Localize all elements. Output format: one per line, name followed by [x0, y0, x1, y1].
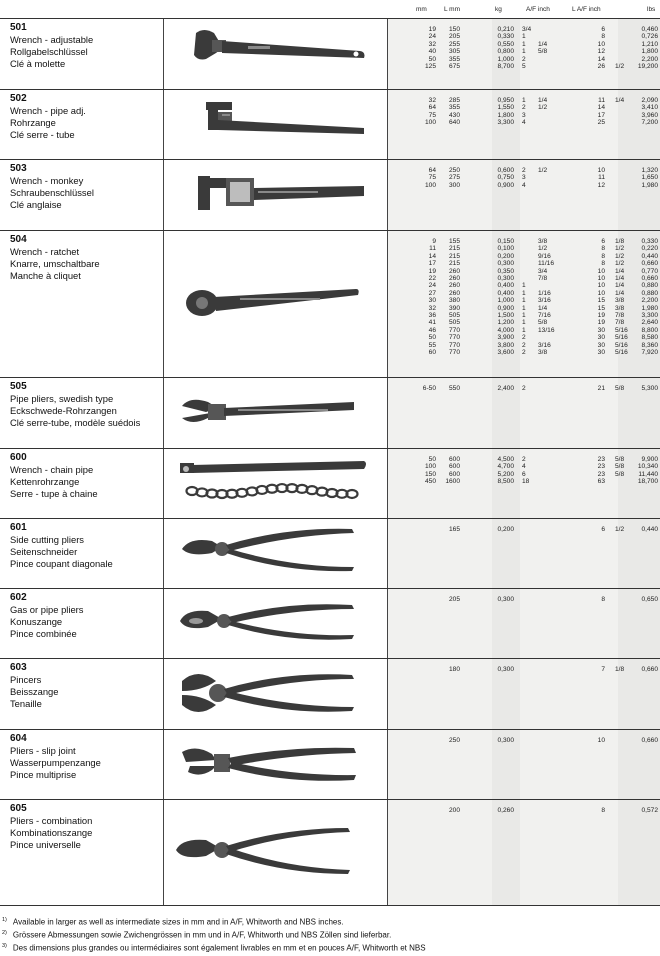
- product-code: 605: [10, 803, 27, 814]
- swedish-pipe-pliers-icon: [178, 392, 388, 437]
- column-kg: 0,150 0,100 0,200 0,300 0,350 0,300 0,400 0,400 1,000 0,900 1,500 1,200 4,000 3,900 3,800 3,600: [497, 238, 514, 357]
- product-name-fr: Tenaille: [10, 698, 42, 709]
- column-l2-a: 23 23 23 63: [597, 456, 605, 486]
- product-code: 604: [10, 733, 27, 744]
- product-code: 504: [10, 234, 27, 245]
- footnote-mark: 3): [2, 943, 7, 950]
- column-mm: 64 75 100: [424, 167, 436, 189]
- pincers-icon: [176, 665, 386, 726]
- column-lbs: 9,900 10,340 11,440 18,700: [637, 456, 658, 486]
- column-af-b: 1/4 5/8: [538, 40, 548, 56]
- product-row: [0, 659, 660, 730]
- product-row: [0, 160, 660, 231]
- column-lbs: 1,320 1,650 1,980: [641, 167, 658, 189]
- column-l2-b: 1/8: [615, 666, 625, 673]
- product-row: [0, 18, 660, 90]
- column-af-b: 1/2: [538, 167, 548, 174]
- column-lbs: 5,300: [641, 385, 658, 392]
- column-l2-a: 6 8 8 8 10 10 10 10 15 15 19 19 30 30 30 30: [597, 238, 605, 357]
- product-name-en: Pipe pliers, swedish type: [10, 393, 114, 404]
- footnotes: [2, 915, 652, 954]
- column-af-a: 1 1 1 1 1 1 1 2 2 2: [522, 282, 526, 357]
- column-l2-a: 8: [601, 807, 605, 814]
- column-l: 165: [448, 526, 460, 533]
- product-code: 505: [10, 381, 27, 392]
- product-row: [0, 730, 660, 800]
- column-l: 205: [448, 596, 460, 603]
- column-l2-a: 10 11 12: [597, 167, 605, 189]
- column-af-a: 2 4 6 18: [522, 456, 530, 486]
- footnote-mark: 2): [2, 930, 7, 937]
- column-l: 250 275 300: [448, 167, 460, 189]
- product-code: 501: [10, 22, 27, 33]
- product-row: [0, 90, 660, 160]
- column-l: 180: [448, 666, 460, 673]
- data-shading: [388, 589, 660, 658]
- column-l2-b: 1/2: [615, 63, 625, 71]
- column-af-a: 1 2 3 4: [522, 97, 526, 127]
- column-mm: 50 100 150 450: [424, 456, 436, 486]
- header-af-inch: A/F inch: [526, 6, 550, 13]
- chain-pipe-wrench-icon: [178, 457, 388, 516]
- column-kg: 4,500 4,700 5,200 8,500: [497, 456, 514, 486]
- product-name-de: Kombinationszange: [10, 827, 93, 838]
- product-name-de: Beisszange: [10, 686, 59, 697]
- adjustable-wrench-icon: [188, 27, 398, 72]
- product-name-en: Wrench - chain pipe: [10, 464, 94, 475]
- product-name-en: Pliers - slip joint: [10, 745, 76, 756]
- footnote: [2, 915, 652, 928]
- column-l2-b: 1/2: [615, 526, 625, 533]
- product-name-de: Konuszange: [10, 616, 63, 627]
- column-mm: 9 11 14 17 19 22 24 27 30 32 36 41 46 50 55 60: [428, 238, 436, 357]
- product-code: 503: [10, 163, 27, 174]
- header-l-af-inch: L A/F inch: [572, 6, 601, 13]
- slip-joint-pliers-icon: [178, 740, 388, 793]
- column-af-a: 2 3 4: [522, 167, 526, 189]
- product-name-en: Wrench - adjustable: [10, 34, 94, 45]
- column-mm: 19 24 32 40 50 125: [424, 26, 436, 71]
- column-l: 250: [448, 737, 460, 744]
- column-l: 550: [448, 385, 460, 392]
- column-l2-b: 1/8 1/2 1/2 1/2 1/4 1/4 1/4 1/4 3/8 3/8 7/8 7/8 5/16 5/16 5/16 5/16: [615, 238, 628, 357]
- column-af-b: 3/8 1/2 9/16 11/16 3/4 7/8 1/16 3/16 1/4 7/16 5/8 13/16 3/16 3/8: [538, 238, 555, 357]
- column-l: 600 600 600 1600: [445, 456, 460, 486]
- header-lbs: lbs: [647, 6, 656, 13]
- product-row: [0, 231, 660, 378]
- column-l2-b: 5/8: [615, 385, 625, 392]
- product-name-en: Pincers: [10, 674, 42, 685]
- footnote: [2, 941, 652, 954]
- column-lbs: 0,660: [641, 737, 658, 744]
- column-l2-a: 6: [601, 526, 605, 533]
- monkey-wrench-icon: [188, 172, 398, 221]
- column-lbs: 0,660: [641, 666, 658, 673]
- product-row: [0, 378, 660, 449]
- column-l2-a: 11 14 17 25: [597, 97, 605, 127]
- column-l2-a: 6 8 10 12 14 26: [597, 26, 605, 71]
- product-code: 603: [10, 662, 27, 673]
- footnote-text: Available in larger as well as intermediate sizes in mm and in A/F, Whitworth and NBS inches.: [12, 917, 344, 927]
- side-cutting-pliers-icon: [176, 527, 386, 580]
- column-kg: 0,950 1,550 1,800 3,300: [497, 97, 514, 127]
- data-shading: [388, 800, 660, 905]
- column-kg: 0,300: [497, 737, 514, 744]
- footnote-text: Grössere Abmessungen sowie Zwichengrössen in mm und in A/F, Whitworth und NBS Zöllen sind lieferbar.: [12, 930, 392, 940]
- product-name-fr: Pince multiprise: [10, 769, 77, 780]
- header-mm: mm: [416, 6, 427, 13]
- product-row: [0, 449, 660, 519]
- column-l: 150 205 255 305 355 675: [448, 26, 460, 71]
- product-code: 502: [10, 93, 27, 104]
- pipe-wrench-icon: [188, 98, 398, 147]
- column-lbs: 0,460 0,726 1,210 1,800 2,200 19,200: [637, 26, 658, 71]
- product-name-fr: Pince universelle: [10, 839, 81, 850]
- column-af-b: 1/4 1/2: [538, 97, 548, 112]
- product-name-en: Wrench - ratchet: [10, 246, 80, 257]
- product-name-fr: Clé anglaise: [10, 199, 62, 210]
- column-lbs: 0,650: [641, 596, 658, 603]
- column-l2-a: 8: [601, 596, 605, 603]
- product-name-de: Knarre, umschaltbare: [10, 258, 100, 269]
- column-mm: 32 64 75 100: [424, 97, 436, 127]
- footnote: [2, 928, 652, 941]
- product-name-de: Rollgabelschlüssel: [10, 46, 88, 57]
- product-name-en: Side cutting pliers: [10, 534, 84, 545]
- product-name-en: Wrench - pipe adj.: [10, 105, 86, 116]
- column-af-a: 2: [522, 385, 526, 392]
- product-name-de: Eckschwede-Rohrzangen: [10, 405, 117, 416]
- product-name-fr: Serre - tupe à chaine: [10, 488, 98, 499]
- column-kg: 0,210 0,330 0,550 0,800 1,000 8,700: [497, 26, 514, 71]
- column-lbs: 2,090 3,410 3,960 7,200: [641, 97, 658, 127]
- column-l2-a: 10: [597, 737, 605, 744]
- product-row: [0, 800, 660, 906]
- column-kg: 0,260: [497, 807, 514, 814]
- ratchet-wrench-icon: [180, 281, 390, 326]
- product-name-fr: Clé serre-tube, modèle suédois: [10, 417, 141, 428]
- product-code: 600: [10, 452, 27, 463]
- column-header: [0, 0, 660, 20]
- column-lbs: 0,440: [641, 526, 658, 533]
- product-row: [0, 519, 660, 589]
- product-name-de: Rohrzange: [10, 117, 56, 128]
- column-lbs: 0,330 0,220 0,440 0,660 0,770 0,660 0,880 0,880 2,200 1,980 3,300 2,640 8,800 8,580 8,360 7,920: [641, 238, 658, 357]
- product-name-fr: Pince coupant diagonale: [10, 558, 113, 569]
- column-kg: 0,200: [497, 526, 514, 533]
- column-l2-a: 21: [597, 385, 605, 392]
- product-name-fr: Clé à molette: [10, 58, 66, 69]
- column-lbs: 0,572: [641, 807, 658, 814]
- column-l: 200: [448, 807, 460, 814]
- footnote-mark: 1): [2, 917, 7, 923]
- product-name-de: Kettenrohrzange: [10, 476, 80, 487]
- product-row: [0, 589, 660, 659]
- column-l: 155 215 215 215 260 260 260 260 380 390 505 505 770 770 770 770: [448, 238, 460, 357]
- column-l2-a: 7: [601, 666, 605, 673]
- product-name-en: Gas or pipe pliers: [10, 604, 84, 615]
- product-code: 602: [10, 592, 27, 603]
- product-name-de: Wasserpumpenzange: [10, 757, 101, 768]
- product-name-de: Schraubenschlüssel: [10, 187, 94, 198]
- product-name-en: Wrench - monkey: [10, 175, 84, 186]
- gas-pipe-pliers-icon: [176, 599, 386, 652]
- product-name-fr: Manche à cliquet: [10, 270, 81, 281]
- column-l2-b: 1/4: [615, 97, 625, 104]
- column-l: 285 355 430 640: [448, 97, 460, 127]
- product-name-fr: Pince combinée: [10, 628, 77, 639]
- column-kg: 0,600 0,750 0,900: [497, 167, 514, 189]
- column-kg: 0,300: [497, 666, 514, 673]
- column-af-a: 3/4 1 1 1 2 5: [522, 26, 532, 71]
- column-kg: 2,400: [497, 385, 514, 392]
- product-name-fr: Clé serre - tube: [10, 129, 75, 140]
- product-code: 601: [10, 522, 27, 533]
- column-mm: 6-50: [422, 385, 436, 392]
- footnote-text: Des dimensions plus grandes ou intermédiaires sont également livrables en mm et en pouces A/F, Whitworth et NBS: [12, 943, 426, 953]
- column-kg: 0,300: [497, 596, 514, 603]
- product-name-de: Seitenschneider: [10, 546, 78, 557]
- product-name-en: Pliers - combination: [10, 815, 93, 826]
- column-l2-b: 5/8 5/8 5/8: [615, 456, 625, 478]
- product-table: [0, 18, 660, 906]
- header-kg: kg: [495, 6, 502, 13]
- combination-pliers-icon: [172, 826, 382, 883]
- header-l-mm: L mm: [444, 6, 461, 13]
- data-shading: [388, 730, 660, 799]
